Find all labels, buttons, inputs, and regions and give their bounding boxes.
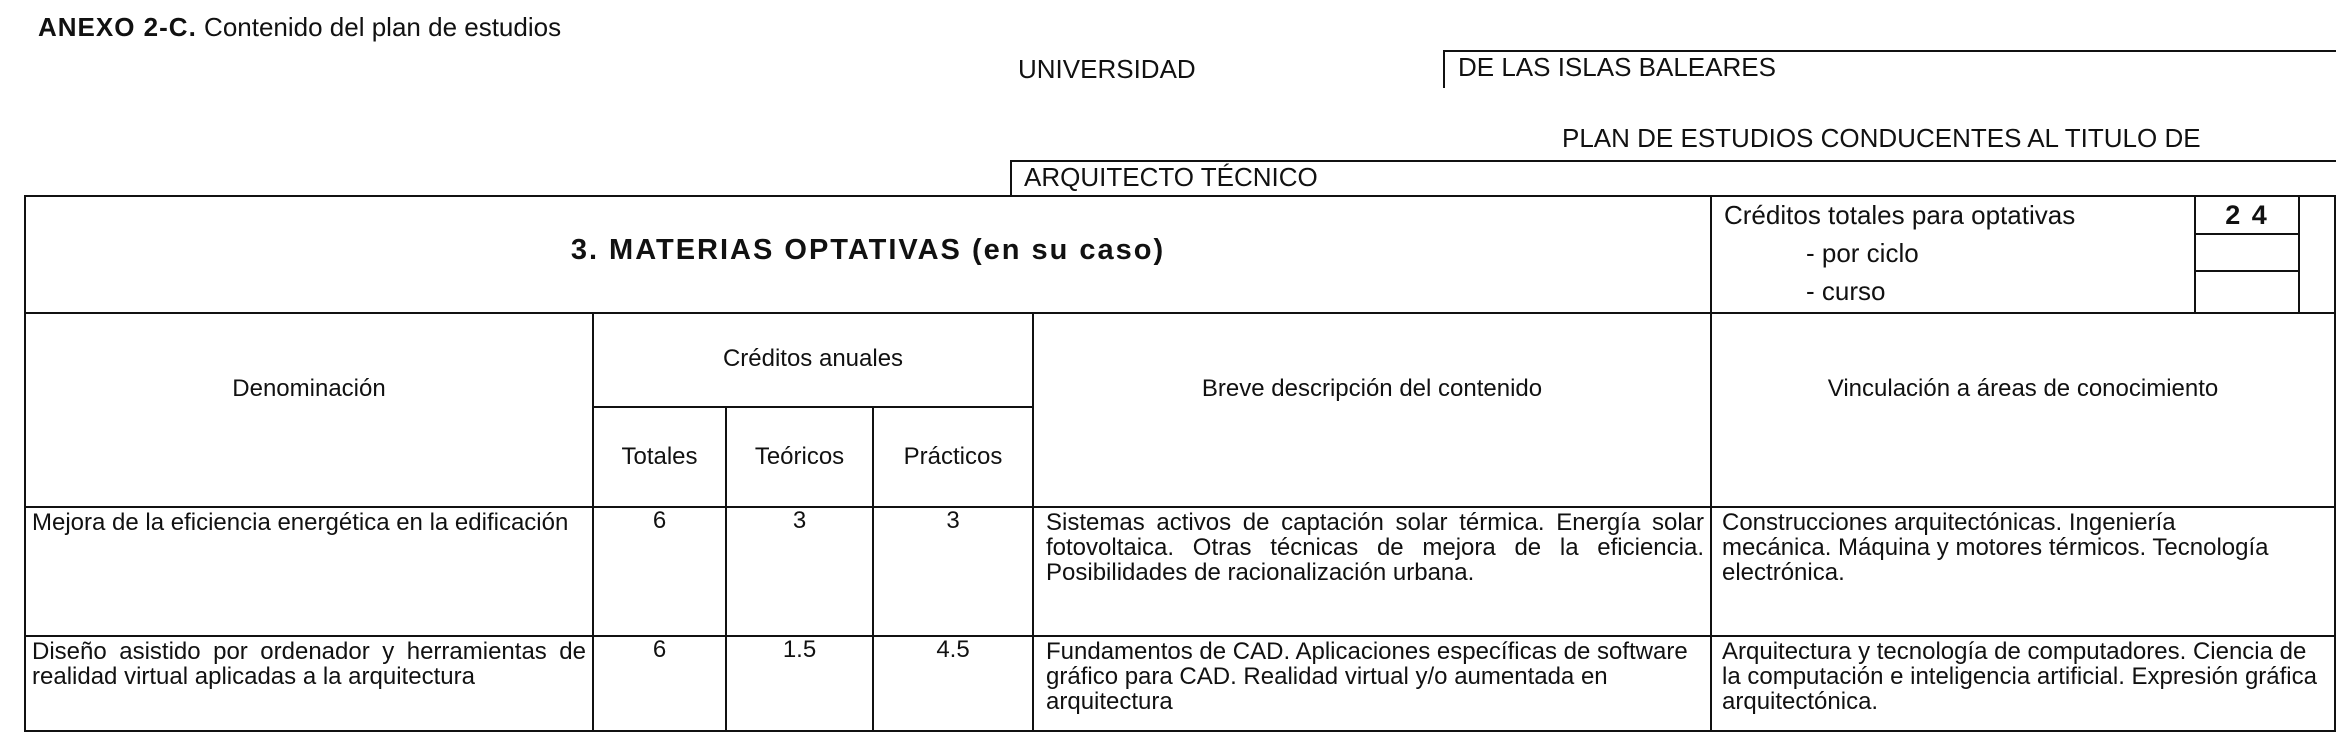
row1-vinculacion: Construcciones arquitectónicas. Ingeniería mecánica. Máquina y motores térmicos. Tecnología electrónica. [1722,509,2269,586]
row2-teoricos: 1.5 [782,636,817,663]
degree-value: ARQUITECTO TÉCNICO [1024,162,1318,192]
credits-total-value: 2 4 [2225,200,2269,230]
row1-totales: 6 [652,507,667,534]
university-label: UNIVERSIDAD [1018,54,1196,84]
course-label: - curso [1806,276,1886,306]
plan-label: PLAN DE ESTUDIOS CONDUCENTES AL TITULO DE [1562,123,2201,153]
row2-denominacion: Diseño asistido por ordenador y herramientas de realidad virtual aplicadas a la arquitectura [32,638,586,690]
per-cycle-label: - por ciclo [1806,238,1919,268]
col-header-descripcion: Breve descripción del contenido [1201,375,1543,402]
section-title: 3. MATERIAS OPTATIVAS (en su caso) [570,234,1166,266]
annex-heading [38,12,561,42]
row2-descripcion: Fundamentos de CAD. Aplicaciones específicas de software gráfico para CAD. Realidad virtual y/o aumentada en arquitectura [1046,638,1688,715]
row1-denominacion: Mejora de la eficiencia energética en la edificación [32,509,569,536]
annex-number: ANEXO 2-C. [38,12,197,42]
annex-title: Contenido del plan de estudios [204,12,562,42]
row1-practicos: 3 [946,507,960,534]
row2-practicos: 4.5 [936,636,970,663]
university-value: DE LAS ISLAS BALEARES [1458,52,1776,82]
col-header-totales: Totales [621,443,698,470]
col-header-vinculacion: Vinculación a áreas de conocimiento [1827,375,2219,402]
col-header-teoricos: Teóricos [754,443,845,470]
row1-teoricos: 3 [792,507,807,534]
col-header-denominacion: Denominación [232,375,386,402]
row2-vinculacion: Arquitectura y tecnología de computadores. Ciencia de la computación e inteligencia artificial. Expresión gráfica arquitectónica. [1722,638,2317,715]
col-header-practicos: Prácticos [903,443,1003,470]
credits-total-label: Créditos totales para optativas [1724,200,2076,230]
row1-descripcion: Sistemas activos de captación solar térmica. Energía solar fotovoltaica. Otras técnicas de mejora de la eficiencia. Posibilidades de racionalización urbana. [1046,509,1704,586]
row2-totales: 6 [652,636,667,663]
col-header-creditos-anuales: Créditos anuales [722,345,904,372]
